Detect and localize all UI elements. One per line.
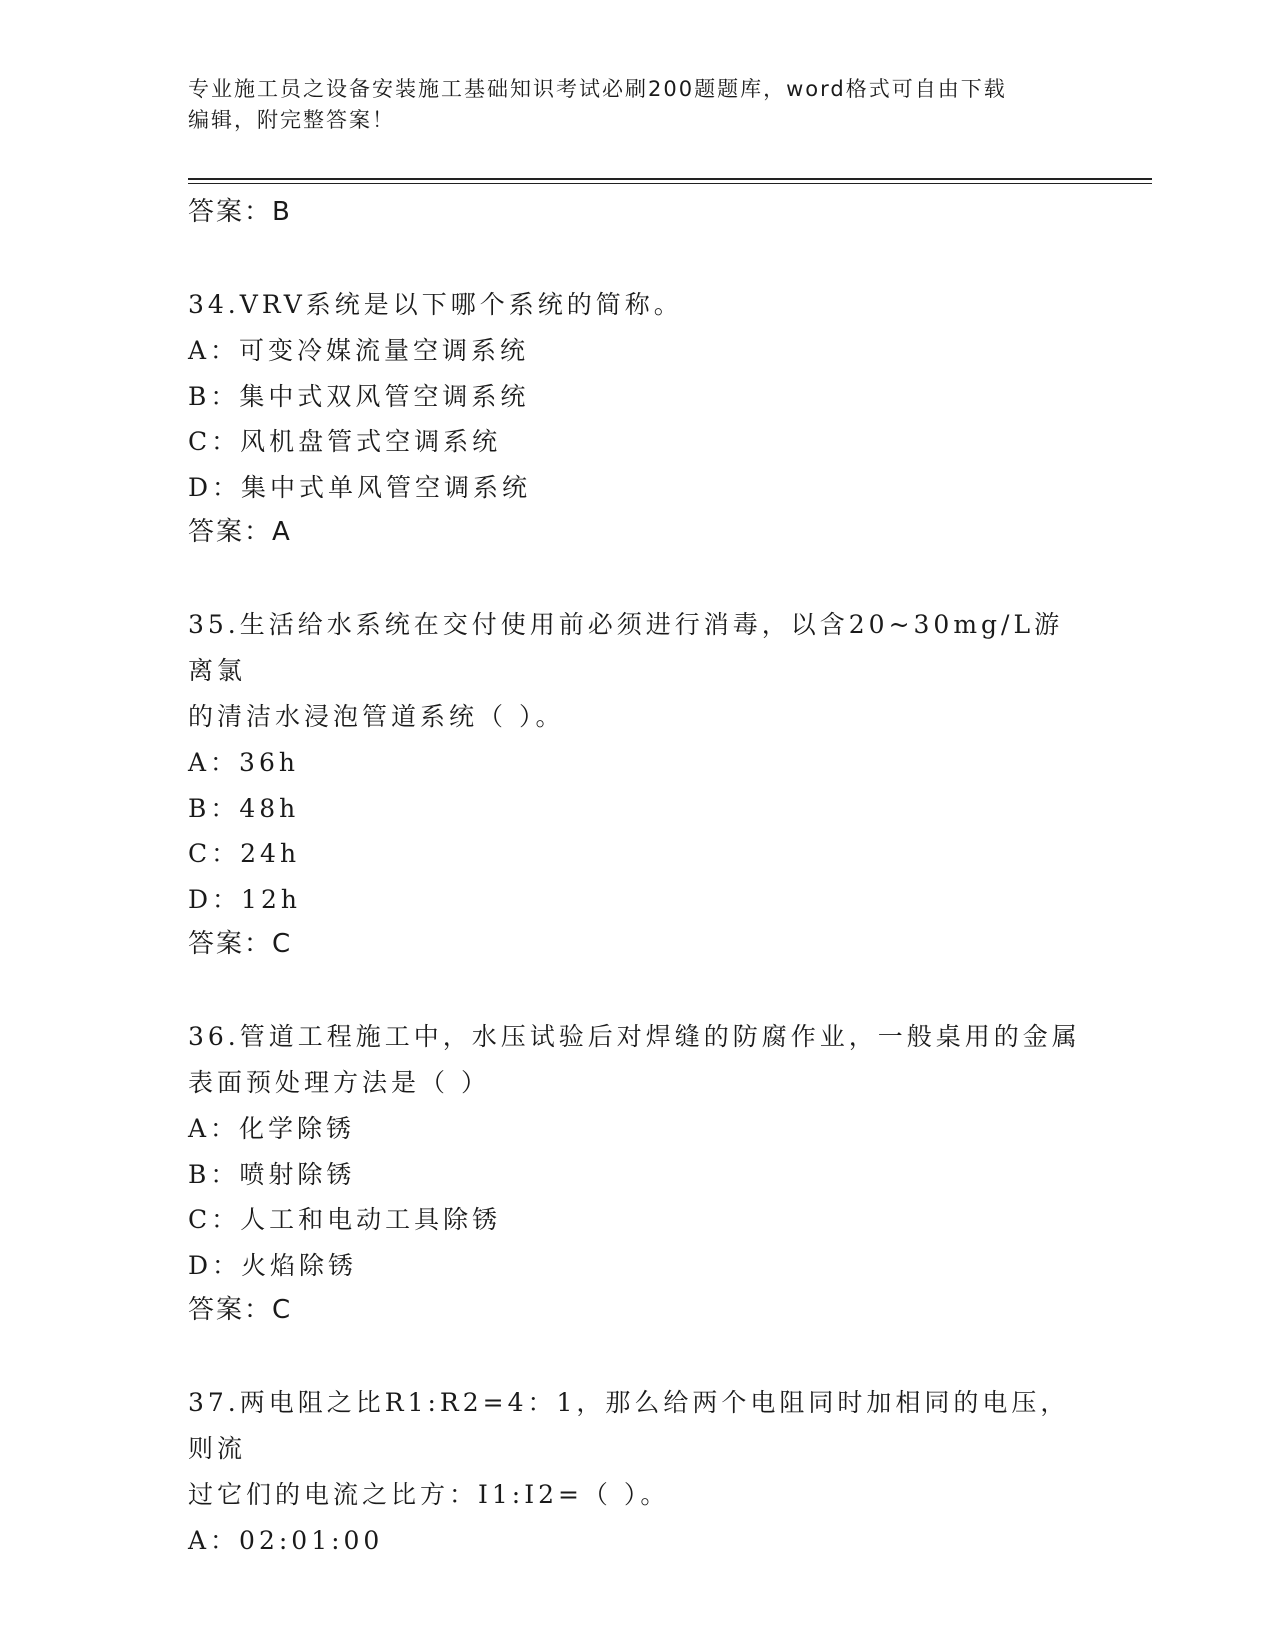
question-line: 表面预处理方法是（ ） [188, 1068, 490, 1097]
question-text [188, 1014, 1088, 1106]
option-c: C：24h [188, 839, 301, 868]
header-line-1: 专业施工员之设备安装施工基础知识考试必刷200题题库，word格式可自由下载 [188, 77, 1007, 101]
question-36 [188, 1014, 1088, 1332]
option-d: D：集中式单风管空调系统 [188, 472, 532, 502]
question-text [188, 1380, 1088, 1518]
question-line: 37.两电阻之比R1:R2=4：1，那么给两个电阻同时加相同的电压，则流 [188, 1388, 1070, 1463]
question-34 [188, 282, 1088, 554]
question-line: 35.生活给水系统在交付使用前必须进行消毒，以含20~30mg/L游离氯 [188, 610, 1064, 685]
option-a: A：可变冷媒流量空调系统 [188, 336, 530, 365]
option-b: B：48h [188, 793, 300, 823]
question-37 [188, 1380, 1088, 1564]
header-divider-thin [188, 183, 1152, 184]
option-b: B：喷射除锈 [188, 1159, 356, 1189]
option-c: C：人工和电动工具除锈 [188, 1205, 502, 1234]
answer-line: 答案：C [188, 929, 293, 959]
answer-line: 答案：C [188, 1295, 293, 1325]
question-text [188, 602, 1088, 740]
question-35 [188, 602, 1088, 966]
answer-line: 答案：A [188, 517, 292, 547]
option-b: B：集中式双风管空调系统 [188, 381, 530, 411]
question-line: 的清洁水浸泡管道系统（ ）。 [188, 702, 565, 731]
document-header [188, 74, 1088, 136]
option-c: C：风机盘管式空调系统 [188, 427, 502, 456]
option-d: D：火焰除锈 [188, 1250, 358, 1280]
question-text [188, 282, 1088, 328]
header-line-2: 编辑，附完整答案！ [188, 108, 395, 132]
header-divider [188, 178, 1152, 180]
option-a: A：化学除锈 [188, 1114, 356, 1143]
option-d: D：12h [188, 884, 301, 914]
option-a: A：36h [188, 748, 299, 777]
question-line: 34.VRV系统是以下哪个系统的简称。 [188, 290, 683, 319]
question-list [188, 190, 1088, 1564]
option-a: A：02:01:00 [188, 1526, 384, 1555]
question-line: 过它们的电流之比方：I1:I2=（ ）。 [188, 1480, 670, 1509]
answer-line: 答案：B [188, 197, 292, 227]
question-line: 36.管道工程施工中，水压试验后对焊缝的防腐作业，一般桌用的金属 [188, 1022, 1081, 1051]
